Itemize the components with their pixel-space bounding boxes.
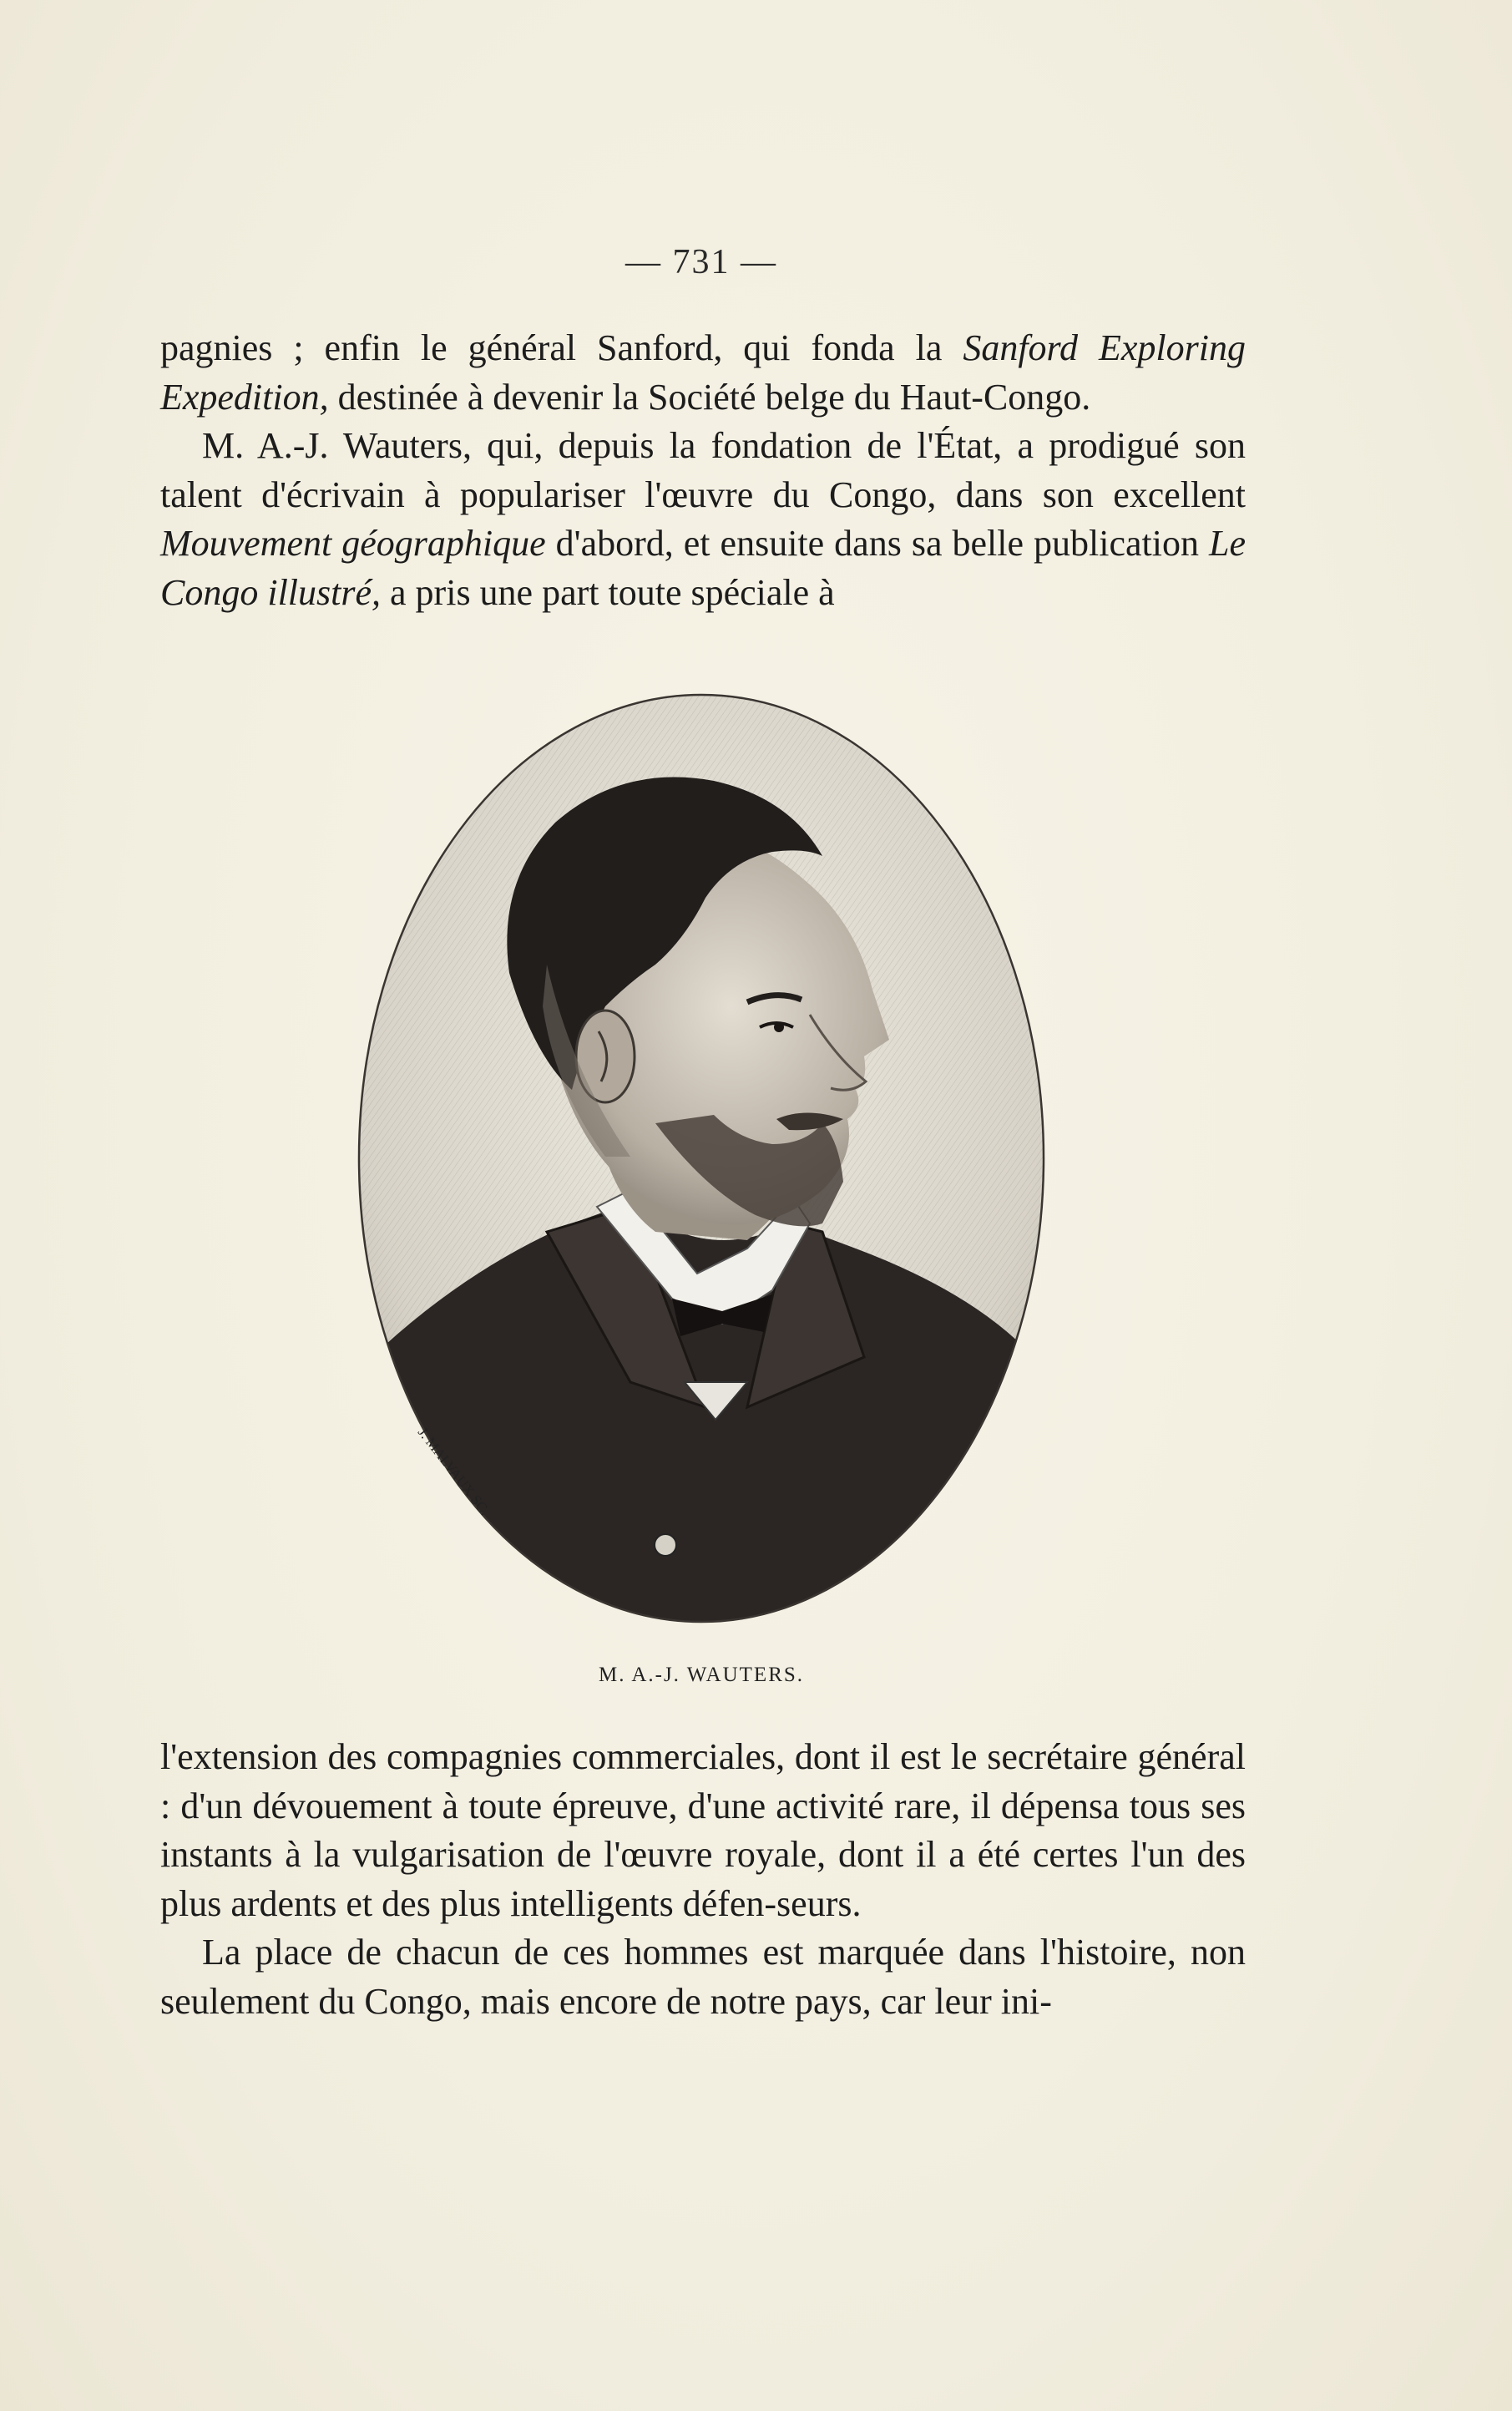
bottom-text-block [160,1733,1246,2026]
paragraph-3: l'extension des compagnies commerciales, dont il est le secrétaire général : d'un dévouement à toute épreuve, d'une activité rare, il dépensa tous ses instants à la vulgarisation de l'œuvre royale, dont il a été certes l'un des plus ardents et des plus intelligents défen-seurs. [160,1736,1246,1924]
paragraph-2-text-a: M. A.-J. Wauters, qui, depuis la fondation de l'État, a prodigué son talent d'écrivain à populariser l'œuvre du Congo, dans son excellent [160,425,1246,515]
paragraph-4: La place de chacun de ces hommes est marquée dans l'histoire, non seulement du Congo, mais encore de notre pays, car leur ini- [160,1932,1246,2022]
paragraph-2-italic-1: Mouvement géographique [160,523,546,564]
paragraph-2-text-c: a pris une part toute spéciale à [381,571,835,613]
paragraph-2-italic-2: Le Congo illustré, [160,523,1246,613]
page-number: — 731 — [625,243,777,281]
paragraph-2 [160,422,1246,617]
engraver-signature: J. MALVAUX SC. [414,1424,493,1518]
paragraph-1-italic: Sanford Exploring Expedition, [160,327,1246,418]
top-text-block [160,324,1246,617]
portrait-svg [355,689,1048,1628]
portrait-engraving [355,689,1048,1628]
paragraph-2-text-b: d'abord, et ensuite dans sa belle publication [545,523,1209,564]
paragraph-1-text-b: destinée à devenir la Société belge du Haut-Congo. [328,376,1091,418]
portrait-caption: M. A.-J. WAUTERS. [598,1664,805,1686]
paragraph-1 [160,324,1246,422]
paragraph-1-text-a: pagnies ; enfin le général Sanford, qui fonda la [160,327,963,368]
